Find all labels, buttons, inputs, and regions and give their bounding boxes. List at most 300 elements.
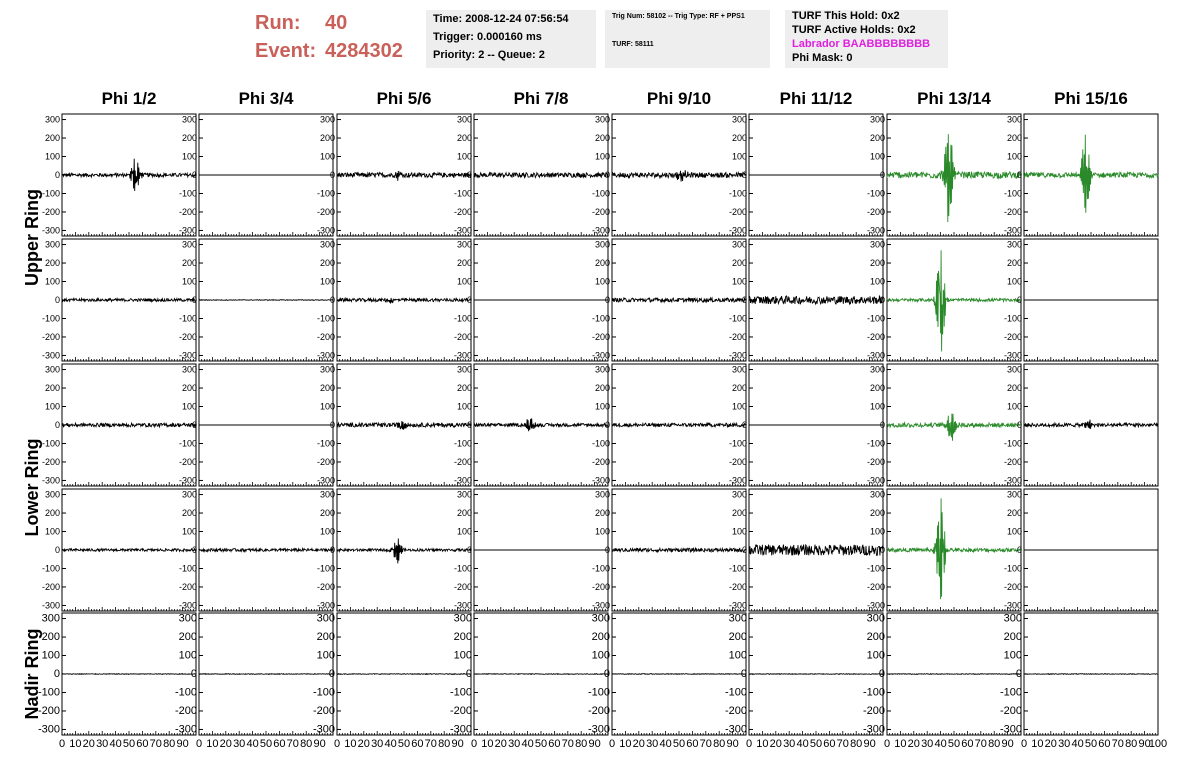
y-tick-label: 300 — [181, 239, 197, 250]
y-tick-label: 200 — [731, 383, 747, 394]
y-tick-label: -100 — [1003, 563, 1022, 574]
waveform-trace — [1024, 135, 1158, 213]
y-tick-label: -100 — [41, 313, 60, 324]
y-tick-label: -100 — [591, 563, 610, 574]
phi-header: Phi 11/12 — [779, 89, 853, 108]
y-tick-label: -300 — [453, 225, 472, 236]
y-tick-label: -300 — [724, 723, 747, 736]
x-tick-label: 90 — [176, 738, 189, 750]
phi-mask-text: Phi Mask: 0 — [792, 52, 853, 64]
x-tick-label: 20 — [494, 738, 507, 750]
y-tick-label: 200 — [181, 133, 197, 144]
waveform-trace — [199, 300, 333, 301]
y-tick-label: 0 — [879, 295, 885, 305]
x-tick-label: 60 — [961, 738, 974, 750]
y-tick-label: -100 — [728, 438, 747, 449]
y-tick-label: 100 — [319, 151, 335, 162]
y-tick-label: -200 — [316, 456, 335, 467]
x-tick-label: 30 — [371, 738, 384, 750]
y-tick-label: 100 — [591, 649, 610, 662]
y-tick-label: 100 — [453, 649, 472, 662]
y-tick-label: 100 — [319, 401, 335, 412]
x-tick-label: 40 — [796, 738, 809, 750]
y-tick-label: -300 — [1003, 350, 1022, 361]
y-tick-label: 100 — [1006, 151, 1022, 162]
panel-frame — [887, 489, 1021, 611]
y-tick-label: 200 — [178, 631, 197, 644]
y-tick-label: 300 — [456, 364, 472, 375]
x-tick-label: 50 — [809, 738, 823, 750]
y-tick-label: -200 — [178, 331, 197, 342]
y-tick-label: 100 — [181, 151, 197, 162]
y-tick-label: 0 — [879, 420, 885, 430]
phi-header: Phi 7/8 — [513, 89, 569, 108]
waveform-trace — [887, 134, 1021, 222]
y-tick-label: -300 — [866, 350, 885, 361]
y-tick-label: -300 — [866, 600, 885, 611]
y-tick-label: -200 — [316, 331, 335, 342]
x-tick-label: 40 — [109, 738, 122, 750]
y-tick-label: -100 — [453, 563, 472, 574]
y-tick-label: 300 — [869, 364, 885, 375]
x-tick-label: 30 — [921, 738, 934, 750]
y-tick-label: 200 — [181, 383, 197, 394]
x-tick-label: 40 — [934, 738, 947, 750]
y-tick-label: 300 — [319, 364, 335, 375]
y-tick-label: 200 — [594, 258, 610, 269]
waveform-grid — [0, 80, 1196, 772]
waveform-trace — [474, 173, 608, 178]
y-tick-label: 300 — [456, 489, 472, 500]
y-tick-label: 0 — [878, 668, 885, 680]
y-tick-label: -200 — [453, 581, 472, 592]
event-value: 4284302 — [325, 40, 403, 62]
y-tick-label: 200 — [1006, 383, 1022, 394]
waveform-trace — [749, 545, 883, 556]
y-tick-label: 300 — [1006, 364, 1022, 375]
y-tick-label: 100 — [1006, 526, 1022, 537]
y-tick-label: 300 — [731, 114, 747, 125]
y-tick-label: 300 — [1006, 489, 1022, 500]
y-tick-label: 0 — [1015, 668, 1022, 680]
y-tick-label: -100 — [1003, 313, 1022, 324]
y-tick-label: 300 — [453, 612, 472, 625]
waveform-trace — [612, 170, 746, 181]
y-tick-label: 200 — [594, 383, 610, 394]
y-tick-label: 300 — [1006, 239, 1022, 250]
y-tick-label: 0 — [191, 295, 197, 305]
y-tick-label: 100 — [319, 276, 335, 287]
y-tick-label: -200 — [724, 704, 747, 717]
y-tick-label: 200 — [456, 133, 472, 144]
phi-header: Phi 13/14 — [917, 89, 991, 108]
y-tick-label: -300 — [591, 600, 610, 611]
x-tick-label: 50 — [1084, 738, 1098, 750]
phi-header: Phi 15/16 — [1054, 89, 1128, 108]
y-tick-label: -100 — [591, 313, 610, 324]
y-tick-label: -100 — [866, 563, 885, 574]
y-tick-label: 200 — [731, 258, 747, 269]
x-tick-label: 20 — [82, 738, 95, 750]
x-tick-label: 80 — [850, 738, 863, 750]
y-tick-label: -200 — [1003, 206, 1022, 217]
y-tick-label: -300 — [728, 225, 747, 236]
event-header — [0, 0, 1196, 80]
waveform-trace — [337, 421, 471, 430]
y-tick-label: -200 — [449, 704, 472, 717]
priority-text: Priority: 2 -- Queue: 2 — [433, 49, 545, 61]
x-tick-label: 70 — [1111, 738, 1124, 750]
y-tick-label: 0 — [191, 420, 197, 430]
y-tick-label: 300 — [178, 612, 197, 625]
x-tick-label: 0 — [1020, 738, 1028, 750]
y-tick-label: 200 — [44, 258, 60, 269]
y-tick-label: 300 — [319, 114, 335, 125]
y-tick-label: 100 — [731, 526, 747, 537]
y-tick-label: -300 — [591, 475, 610, 486]
y-tick-label: 100 — [44, 401, 60, 412]
y-tick-label: -100 — [866, 188, 885, 199]
x-tick-label: 0 — [58, 738, 66, 750]
ring-label: Upper Ring — [22, 189, 42, 286]
ring-label: Lower Ring — [22, 438, 42, 537]
y-tick-label: -300 — [41, 225, 60, 236]
y-tick-label: 0 — [54, 545, 60, 555]
y-tick-label: -100 — [728, 188, 747, 199]
waveform-trace — [62, 159, 196, 191]
waveform-trace — [887, 498, 1021, 599]
y-tick-label: 0 — [329, 420, 335, 430]
x-tick-label: 40 — [521, 738, 534, 750]
waveform-trace — [62, 549, 196, 552]
y-tick-label: 200 — [456, 258, 472, 269]
y-tick-label: 100 — [178, 649, 197, 662]
y-tick-label: -300 — [41, 600, 60, 611]
x-tick-label: 50 — [534, 738, 548, 750]
y-tick-label: -100 — [312, 686, 335, 699]
y-tick-label: -300 — [1003, 600, 1022, 611]
phi-header: Phi 3/4 — [238, 89, 294, 108]
y-tick-label: 200 — [319, 508, 335, 519]
y-tick-label: 100 — [181, 276, 197, 287]
y-tick-label: 0 — [329, 170, 335, 180]
y-tick-label: 300 — [181, 364, 197, 375]
y-tick-label: -300 — [453, 350, 472, 361]
y-tick-label: 0 — [54, 295, 60, 305]
y-tick-label: -100 — [728, 313, 747, 324]
x-tick-label: 100 — [1148, 738, 1168, 750]
y-tick-label: 100 — [316, 649, 335, 662]
y-tick-label: 300 — [731, 364, 747, 375]
y-tick-label: 300 — [316, 612, 335, 625]
x-tick-label: 90 — [313, 738, 326, 750]
x-tick-label: 70 — [974, 738, 987, 750]
y-tick-label: 100 — [731, 276, 747, 287]
y-tick-label: -200 — [728, 581, 747, 592]
y-tick-label: 300 — [731, 489, 747, 500]
x-tick-label: 20 — [632, 738, 645, 750]
y-tick-label: 200 — [1006, 508, 1022, 519]
y-tick-label: -200 — [41, 206, 60, 217]
y-tick-label: -200 — [728, 456, 747, 467]
y-tick-label: -300 — [41, 475, 60, 486]
y-tick-label: -200 — [1003, 331, 1022, 342]
x-tick-label: 20 — [357, 738, 370, 750]
y-tick-label: 100 — [456, 276, 472, 287]
x-tick-label: 90 — [863, 738, 876, 750]
y-tick-label: 0 — [740, 668, 747, 680]
y-tick-label: -300 — [1003, 225, 1022, 236]
y-tick-label: 0 — [191, 545, 197, 555]
x-tick-label: 50 — [672, 738, 686, 750]
y-tick-label: 0 — [329, 545, 335, 555]
y-tick-label: 100 — [869, 151, 885, 162]
x-tick-label: 60 — [1098, 738, 1111, 750]
x-tick-label: 90 — [588, 738, 601, 750]
y-tick-label: -100 — [453, 313, 472, 324]
y-tick-label: 200 — [44, 508, 60, 519]
labrador-text: Labrador BAABBBBBBBB — [792, 38, 931, 50]
y-tick-label: -200 — [37, 704, 60, 717]
y-tick-label: 0 — [879, 545, 885, 555]
y-tick-label: 200 — [728, 631, 747, 644]
y-tick-label: -100 — [453, 188, 472, 199]
y-tick-label: 200 — [453, 631, 472, 644]
y-tick-label: -300 — [178, 475, 197, 486]
y-tick-label: 100 — [594, 401, 610, 412]
x-tick-label: 0 — [333, 738, 341, 750]
y-tick-label: 300 — [594, 364, 610, 375]
x-tick-label: 10 — [619, 738, 632, 750]
y-tick-label: 200 — [44, 383, 60, 394]
x-tick-label: 20 — [769, 738, 782, 750]
y-tick-label: 200 — [319, 258, 335, 269]
y-tick-label: 100 — [594, 526, 610, 537]
y-tick-label: -100 — [178, 438, 197, 449]
y-tick-label: -100 — [449, 686, 472, 699]
y-tick-label: 0 — [54, 420, 60, 430]
y-tick-label: -200 — [728, 206, 747, 217]
y-tick-label: 100 — [869, 401, 885, 412]
x-tick-label: 10 — [1031, 738, 1044, 750]
y-tick-label: 200 — [594, 133, 610, 144]
y-tick-label: 100 — [594, 276, 610, 287]
y-tick-label: -100 — [41, 438, 60, 449]
x-tick-label: 30 — [508, 738, 521, 750]
waveform-trace — [887, 250, 1021, 351]
phi-header: Phi 5/6 — [376, 89, 432, 108]
y-tick-label: 0 — [465, 668, 472, 680]
y-tick-label: 200 — [319, 383, 335, 394]
y-tick-label: 200 — [869, 258, 885, 269]
y-tick-label: 300 — [44, 239, 60, 250]
x-tick-label: 60 — [411, 738, 424, 750]
x-tick-label: 60 — [548, 738, 561, 750]
y-tick-label: 300 — [869, 489, 885, 500]
y-tick-label: -100 — [1003, 188, 1022, 199]
y-tick-label: -200 — [587, 704, 610, 717]
waveform-trace — [887, 414, 1021, 441]
y-tick-label: -200 — [316, 206, 335, 217]
y-tick-label: 200 — [316, 631, 335, 644]
y-tick-label: 100 — [594, 151, 610, 162]
turf-active-holds-text: TURF Active Holds: 0x2 — [792, 24, 916, 36]
y-tick-label: 300 — [728, 612, 747, 625]
x-tick-label: 80 — [438, 738, 451, 750]
y-tick-label: -300 — [728, 350, 747, 361]
y-tick-label: 100 — [44, 276, 60, 287]
y-tick-label: -300 — [453, 600, 472, 611]
y-tick-label: -100 — [178, 188, 197, 199]
y-tick-label: -200 — [41, 331, 60, 342]
y-tick-label: -100 — [41, 563, 60, 574]
x-tick-label: 80 — [988, 738, 1001, 750]
y-tick-label: 0 — [466, 170, 472, 180]
y-tick-label: 0 — [191, 170, 197, 180]
y-tick-label: -200 — [453, 331, 472, 342]
y-tick-label: -200 — [591, 581, 610, 592]
y-tick-label: -100 — [866, 438, 885, 449]
waveform-trace — [612, 548, 746, 552]
y-tick-label: 0 — [190, 668, 197, 680]
y-tick-label: 200 — [866, 631, 885, 644]
x-tick-label: 60 — [136, 738, 149, 750]
y-tick-label: 200 — [456, 383, 472, 394]
waveform-trace — [1024, 674, 1158, 675]
y-tick-label: 0 — [879, 170, 885, 180]
x-tick-label: 0 — [608, 738, 616, 750]
y-tick-label: 0 — [604, 295, 610, 305]
y-tick-label: -300 — [587, 723, 610, 736]
x-tick-label: 50 — [122, 738, 136, 750]
y-tick-label: 300 — [866, 612, 885, 625]
y-tick-label: -200 — [866, 456, 885, 467]
y-tick-label: -300 — [862, 723, 885, 736]
y-tick-label: 100 — [731, 151, 747, 162]
x-tick-label: 70 — [286, 738, 299, 750]
waveform-trace — [474, 418, 608, 431]
waveform-trace — [199, 549, 333, 552]
y-tick-label: 100 — [181, 401, 197, 412]
x-tick-label: 70 — [149, 738, 162, 750]
turf-info-box — [785, 10, 948, 68]
y-tick-label: 300 — [456, 114, 472, 125]
y-tick-label: 100 — [1006, 401, 1022, 412]
y-tick-label: 0 — [604, 170, 610, 180]
waveform-trace — [887, 674, 1021, 675]
y-tick-label: -200 — [591, 331, 610, 342]
waveform-trace — [62, 299, 196, 302]
x-tick-label: 70 — [561, 738, 574, 750]
trig-info-text: Trig Num: 58102 -- Trig Type: RF + PPS1 — [612, 13, 745, 20]
y-tick-label: 0 — [741, 420, 747, 430]
y-tick-label: -300 — [178, 350, 197, 361]
y-tick-label: -200 — [178, 206, 197, 217]
y-tick-label: 0 — [328, 668, 335, 680]
y-tick-label: -200 — [1003, 456, 1022, 467]
x-tick-label: 90 — [726, 738, 739, 750]
x-tick-label: 80 — [163, 738, 176, 750]
y-tick-label: 300 — [319, 239, 335, 250]
y-tick-label: 100 — [181, 526, 197, 537]
x-tick-label: 40 — [659, 738, 672, 750]
y-tick-label: -200 — [591, 206, 610, 217]
y-tick-label: 300 — [731, 239, 747, 250]
y-tick-label: -300 — [866, 475, 885, 486]
y-tick-label: 100 — [44, 151, 60, 162]
turf-text: TURF: 58111 — [612, 41, 654, 48]
x-tick-label: 80 — [1125, 738, 1138, 750]
x-tick-label: 60 — [823, 738, 836, 750]
y-tick-label: -300 — [591, 350, 610, 361]
y-tick-label: -100 — [178, 313, 197, 324]
x-tick-label: 40 — [1071, 738, 1084, 750]
y-tick-label: 300 — [181, 114, 197, 125]
y-tick-label: -200 — [591, 456, 610, 467]
waveform-trace — [612, 674, 746, 675]
y-tick-label: -300 — [312, 723, 335, 736]
y-tick-label: 200 — [869, 508, 885, 519]
waveform-trace — [199, 674, 333, 675]
y-tick-label: -100 — [862, 686, 885, 699]
run-label: Run: — [255, 12, 301, 34]
y-tick-label: 300 — [1006, 114, 1022, 125]
y-tick-label: -300 — [316, 350, 335, 361]
y-tick-label: -300 — [178, 600, 197, 611]
y-tick-label: -300 — [453, 475, 472, 486]
x-tick-label: 0 — [470, 738, 478, 750]
y-tick-label: 0 — [604, 420, 610, 430]
y-tick-label: -100 — [316, 313, 335, 324]
y-tick-label: 200 — [181, 508, 197, 519]
x-tick-label: 70 — [424, 738, 437, 750]
waveform-trace — [62, 423, 196, 427]
y-tick-label: -100 — [37, 686, 60, 699]
y-tick-label: 100 — [456, 151, 472, 162]
y-tick-label: 300 — [591, 612, 610, 625]
x-tick-label: 40 — [246, 738, 259, 750]
y-tick-label: -200 — [866, 331, 885, 342]
y-tick-label: 0 — [1016, 295, 1022, 305]
waveform-trace — [749, 674, 883, 675]
x-tick-label: 30 — [233, 738, 246, 750]
y-tick-label: 300 — [181, 489, 197, 500]
y-tick-label: -300 — [316, 225, 335, 236]
waveform-trace — [337, 171, 471, 181]
x-tick-label: 80 — [300, 738, 313, 750]
y-tick-label: -300 — [37, 723, 60, 736]
y-tick-label: -200 — [1003, 581, 1022, 592]
run-value: 40 — [325, 12, 348, 34]
y-tick-label: 200 — [44, 133, 60, 144]
x-tick-label: 20 — [219, 738, 232, 750]
waveform-trace — [337, 539, 471, 564]
trigger-text: Trigger: 0.000160 ms — [433, 31, 542, 43]
x-tick-label: 30 — [783, 738, 796, 750]
waveform-trace — [62, 674, 196, 675]
x-tick-label: 0 — [883, 738, 891, 750]
y-tick-label: 100 — [1006, 276, 1022, 287]
y-tick-label: -100 — [41, 188, 60, 199]
y-tick-label: 0 — [466, 420, 472, 430]
x-tick-label: 50 — [947, 738, 961, 750]
y-tick-label: -200 — [728, 331, 747, 342]
y-tick-label: -200 — [866, 581, 885, 592]
y-tick-label: 0 — [603, 668, 610, 680]
time-text: Time: 2008-12-24 07:56:54 — [433, 13, 569, 25]
y-tick-label: 300 — [1003, 612, 1022, 625]
y-tick-label: -100 — [316, 438, 335, 449]
